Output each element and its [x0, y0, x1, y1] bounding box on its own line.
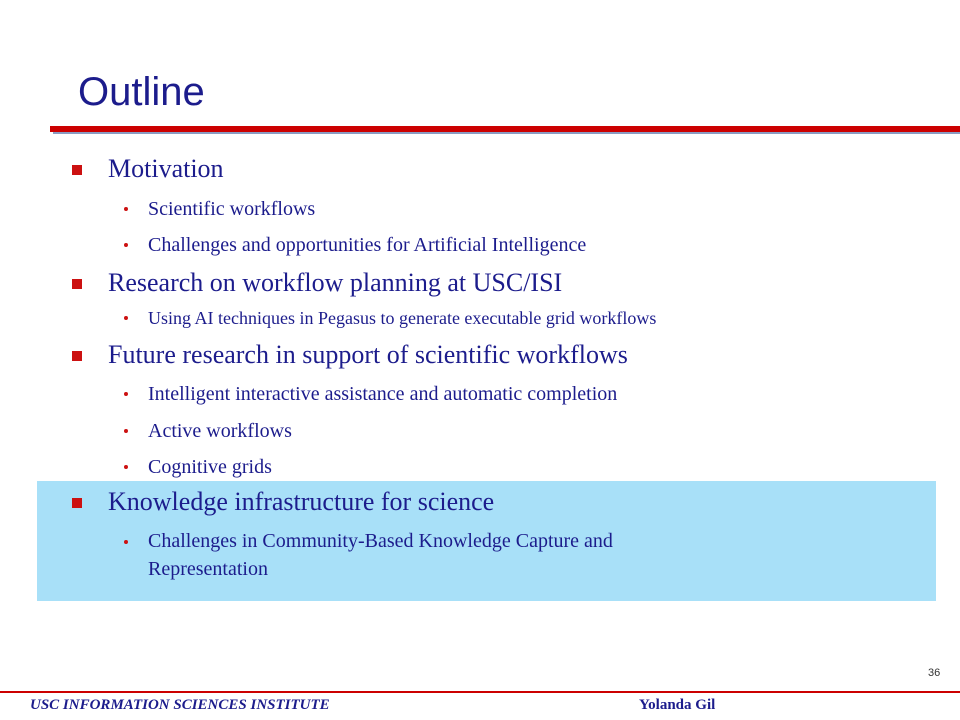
footer-institution: USC INFORMATION SCIENCES INSTITUTE	[30, 697, 330, 713]
square-bullet-icon	[72, 498, 82, 508]
dot-bullet-icon	[124, 429, 128, 433]
square-bullet-icon	[72, 351, 82, 361]
outline-subitem: Intelligent interactive assistance and automatic completion	[148, 383, 618, 405]
dot-bullet-icon	[124, 465, 128, 469]
outline-subitem: Challenges and opportunities for Artificial Intelligence	[148, 234, 587, 256]
square-bullet-icon	[72, 279, 82, 289]
page-number: 36	[928, 667, 941, 679]
outline-subitem: Active workflows	[148, 420, 292, 442]
slide-title: Outline	[78, 70, 205, 114]
outline-subitem: Challenges in Community-Based Knowledge Capture and	[148, 530, 613, 552]
footer-rule	[0, 691, 960, 693]
dot-bullet-icon	[124, 207, 128, 211]
dot-bullet-icon	[124, 243, 128, 247]
outline-subitem: Cognitive grids	[148, 456, 272, 478]
outline-item: Research on workflow planning at USC/ISI	[108, 268, 563, 297]
square-bullet-icon	[72, 165, 82, 175]
outline-item: Knowledge infrastructure for science	[108, 487, 495, 516]
outline-subitem-continuation: Representation	[148, 558, 268, 580]
outline-subitem: Using AI techniques in Pegasus to generate executable grid workflows	[148, 308, 657, 328]
outline-item: Future research in support of scientific workflows	[108, 340, 628, 369]
outline-subitem: Scientific workflows	[148, 198, 316, 220]
outline-item: Motivation	[108, 154, 224, 183]
footer-author: Yolanda Gil	[639, 697, 716, 713]
dot-bullet-icon	[124, 316, 128, 320]
dot-bullet-icon	[124, 540, 128, 544]
dot-bullet-icon	[124, 392, 128, 396]
